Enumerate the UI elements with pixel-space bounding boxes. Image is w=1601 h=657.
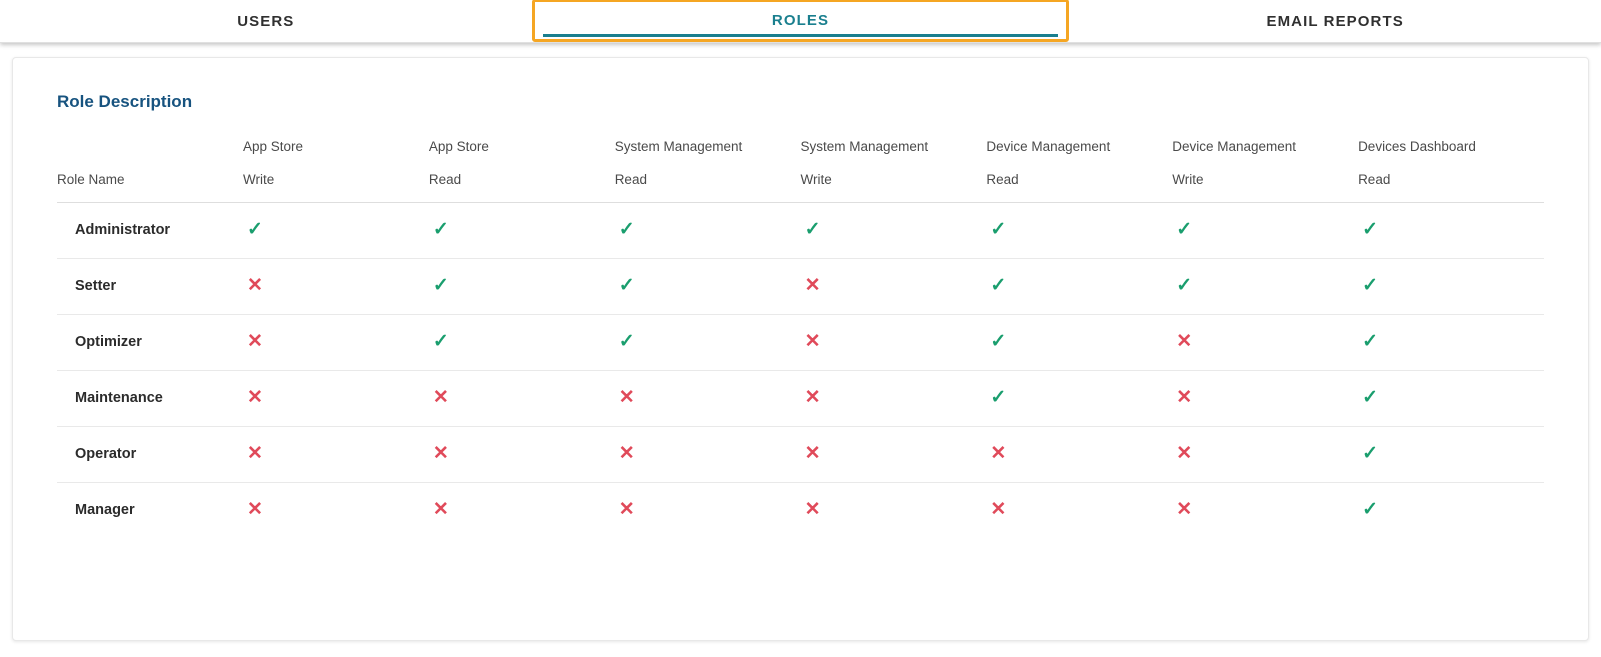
permission-cell: [615, 370, 801, 426]
check-icon: ✓: [618, 331, 635, 353]
permission-cell: [429, 202, 615, 258]
check-icon: ✓: [618, 219, 635, 241]
check-icon: ✓: [247, 219, 263, 241]
tab-bar: [0, 0, 1601, 43]
cross-icon: ✕: [432, 443, 449, 465]
cross-icon: ✕: [1176, 331, 1193, 353]
permission-cell: [429, 426, 615, 482]
tab-roles-active-underline: [543, 34, 1059, 37]
permission-cell: [243, 426, 429, 482]
cross-icon: ✕: [1176, 443, 1193, 465]
permission-cell: [243, 370, 429, 426]
permission-cell: [986, 426, 1172, 482]
permission-cell: [243, 314, 429, 370]
permission-cell: [615, 314, 801, 370]
cross-icon: ✕: [618, 443, 635, 465]
role-name-cell: Operator: [75, 446, 137, 463]
check-icon: ✓: [1362, 331, 1379, 353]
cross-icon: ✕: [247, 275, 263, 297]
permission-cell: [429, 370, 615, 426]
permission-cell: [1358, 202, 1544, 258]
tab-users-label: USERS: [237, 12, 295, 30]
permission-cell: [1172, 202, 1358, 258]
permission-cell: [1172, 482, 1358, 538]
table-row: [57, 258, 1544, 314]
check-icon: ✓: [1362, 387, 1379, 409]
roles-permission-table: [57, 140, 1544, 538]
cross-icon: ✕: [618, 387, 635, 409]
column-header-app-store-write: App Store Write: [243, 139, 304, 187]
cross-icon: ✕: [247, 499, 263, 521]
permission-cell: [615, 258, 801, 314]
cross-icon: ✕: [247, 331, 263, 353]
cross-icon: ✕: [432, 499, 449, 521]
check-icon: ✓: [804, 219, 821, 241]
permission-cell: [429, 258, 615, 314]
column-header-app-store-read: App Store Read: [428, 139, 489, 187]
cross-icon: ✕: [804, 499, 821, 521]
permission-cell: [429, 314, 615, 370]
permission-cell: [1172, 258, 1358, 314]
cross-icon: ✕: [990, 443, 1007, 465]
tab-email-reports[interactable]: [1069, 0, 1601, 42]
permission-cell: [615, 426, 801, 482]
cross-icon: ✕: [804, 387, 821, 409]
cross-icon: ✕: [432, 387, 449, 409]
table-row: [57, 482, 1544, 538]
table-header-row: [57, 140, 1544, 202]
permission-cell: [801, 426, 987, 482]
table-row: [57, 202, 1544, 258]
table-row: [57, 426, 1544, 482]
permission-cell: [1358, 370, 1544, 426]
column-header-device-management-write: Device Management Write: [1172, 139, 1297, 187]
permission-cell: [243, 202, 429, 258]
cross-icon: ✕: [618, 499, 635, 521]
check-icon: ✓: [1362, 499, 1379, 521]
permission-cell: [429, 482, 615, 538]
check-icon: ✓: [1362, 443, 1379, 465]
column-header-system-management-write: System Management Write: [800, 139, 929, 187]
check-icon: ✓: [1176, 219, 1193, 241]
table-row: [57, 314, 1544, 370]
cross-icon: ✕: [804, 331, 821, 353]
permission-cell: [1358, 314, 1544, 370]
cross-icon: ✕: [247, 387, 263, 409]
tab-users[interactable]: [0, 0, 532, 42]
permission-cell: [986, 314, 1172, 370]
check-icon: ✓: [432, 275, 449, 297]
check-icon: ✓: [618, 275, 635, 297]
cross-icon: ✕: [804, 275, 821, 297]
permission-cell: [986, 370, 1172, 426]
permission-cell: [801, 370, 987, 426]
column-header-devices-dashboard-read: Devices Dashboard Read: [1358, 139, 1476, 187]
permission-cell: [986, 258, 1172, 314]
check-icon: ✓: [432, 331, 449, 353]
check-icon: ✓: [990, 275, 1007, 297]
table-header: [57, 140, 1544, 202]
role-name-cell: Setter: [75, 278, 117, 295]
role-name-cell: Manager: [75, 502, 135, 519]
permission-cell: [1172, 314, 1358, 370]
permission-cell: [801, 482, 987, 538]
check-icon: ✓: [432, 219, 449, 241]
cross-icon: ✕: [804, 443, 821, 465]
check-icon: ✓: [990, 219, 1007, 241]
permission-cell: [801, 314, 987, 370]
role-name-cell: Maintenance: [75, 390, 163, 407]
permission-cell: [243, 482, 429, 538]
column-header-device-management-read: Device Management Read: [986, 139, 1111, 187]
permission-cell: [615, 202, 801, 258]
permission-cell: [1358, 426, 1544, 482]
permission-cell: [1358, 482, 1544, 538]
cross-icon: ✕: [990, 499, 1007, 521]
cross-icon: ✕: [1176, 499, 1193, 521]
permission-cell: [986, 482, 1172, 538]
check-icon: ✓: [990, 331, 1007, 353]
column-header-role-name: Role Name: [57, 171, 125, 187]
permission-cell: [801, 258, 987, 314]
table-row: [57, 370, 1544, 426]
check-icon: ✓: [1362, 219, 1379, 241]
role-name-cell: Optimizer: [75, 334, 142, 351]
permission-cell: [615, 482, 801, 538]
tab-roles-label: ROLES: [771, 12, 830, 29]
role-name-cell: Administrator: [75, 222, 171, 239]
column-header-system-management-read: System Management Read: [614, 139, 743, 187]
table-body: [57, 202, 1544, 538]
tab-roles[interactable]: [532, 0, 1070, 42]
cross-icon: ✕: [1176, 387, 1193, 409]
cross-icon: ✕: [247, 443, 263, 465]
permission-cell: [1172, 370, 1358, 426]
check-icon: ✓: [1176, 275, 1193, 297]
role-description-card: [12, 57, 1589, 641]
tab-email-reports-label: EMAIL REPORTS: [1266, 12, 1404, 30]
check-icon: ✓: [1362, 275, 1379, 297]
permission-cell: [1358, 258, 1544, 314]
permission-cell: [243, 258, 429, 314]
page-title: Role Description: [57, 92, 193, 111]
check-icon: ✓: [990, 387, 1007, 409]
permission-cell: [801, 202, 987, 258]
permission-cell: [1172, 426, 1358, 482]
permission-cell: [986, 202, 1172, 258]
